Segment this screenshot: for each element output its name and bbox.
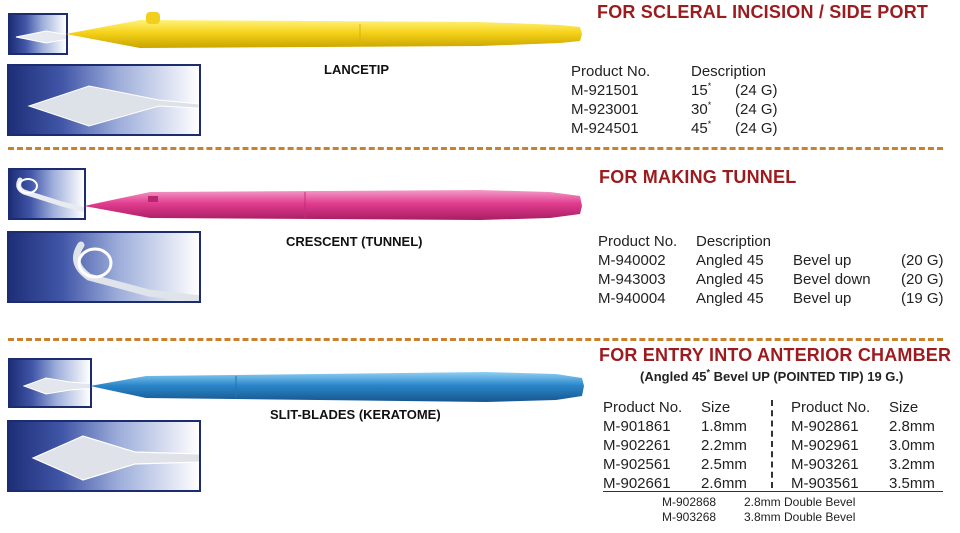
column-header: Description xyxy=(691,63,767,80)
table-header xyxy=(791,398,949,417)
table-row xyxy=(571,100,795,119)
size-value: 2.8mm xyxy=(889,418,935,435)
section-divider xyxy=(8,147,943,150)
column-header: Product No. xyxy=(603,399,683,416)
table-header xyxy=(603,398,761,417)
bevel-value: Bevel up xyxy=(793,290,852,307)
table-row xyxy=(662,494,855,509)
table-row xyxy=(598,251,951,270)
double-bevel-table xyxy=(662,494,855,524)
lancetip-thumbnail-small xyxy=(8,13,68,55)
section2-table xyxy=(598,232,951,308)
product-number: M-902868 xyxy=(662,494,717,509)
table-row xyxy=(571,81,795,100)
description-value: 2.8mm Double Bevel xyxy=(744,494,856,509)
size-value: 1.8mm xyxy=(701,418,747,435)
lancetip-blade-detail-icon xyxy=(9,66,201,136)
table-header xyxy=(571,62,795,81)
column-header: Product No. xyxy=(571,63,651,80)
slit-thumbnail-large xyxy=(7,420,201,492)
table-row xyxy=(603,417,761,436)
gauge-value: (20 G) xyxy=(901,271,944,288)
lancetip-handle xyxy=(60,10,590,60)
section3-table-right xyxy=(791,398,949,493)
section2-heading: FOR MAKING TUNNEL xyxy=(599,167,797,187)
column-header: Product No. xyxy=(791,399,871,416)
slit-thumbnail-small xyxy=(8,358,92,408)
size-value: 2.5mm xyxy=(701,456,747,473)
gauge-value: (24 G) xyxy=(735,82,778,99)
size-value: 2.6mm xyxy=(701,475,747,492)
product-number: M-943003 xyxy=(598,271,666,288)
gauge-value: (19 G) xyxy=(901,290,944,307)
table-row xyxy=(791,436,949,455)
table-row xyxy=(603,455,761,474)
column-divider xyxy=(771,400,773,488)
gauge-value: (20 G) xyxy=(901,252,944,269)
table-row xyxy=(791,417,949,436)
angle-value: Angled 45 xyxy=(696,290,764,307)
table-row xyxy=(662,509,855,524)
angle-value: Angled 45 xyxy=(696,271,764,288)
gauge-value: (24 G) xyxy=(735,120,778,137)
product-number: M-940004 xyxy=(598,290,666,307)
crescent-handle xyxy=(80,180,590,224)
slit-label: SLIT-BLADES (KERATOME) xyxy=(270,407,441,422)
angle-value: 15* xyxy=(691,81,712,99)
gauge-value: (24 G) xyxy=(735,101,778,118)
product-number: M-902661 xyxy=(603,475,671,492)
table-row xyxy=(603,436,761,455)
description-value: 3.8mm Double Bevel xyxy=(744,509,856,524)
product-number: M-924501 xyxy=(571,120,639,137)
crescent-thumbnail-large xyxy=(7,231,201,303)
bevel-value: Bevel down xyxy=(793,271,871,288)
angle-value: 45* xyxy=(691,119,712,137)
table-row xyxy=(571,119,795,138)
product-number: M-902961 xyxy=(791,437,859,454)
product-number: M-901861 xyxy=(603,418,671,435)
size-value: 3.2mm xyxy=(889,456,935,473)
section3-heading: FOR ENTRY INTO ANTERIOR CHAMBER xyxy=(599,345,952,365)
table-bottom-rule xyxy=(603,491,943,492)
table-header xyxy=(598,232,951,251)
section3-subheading: (Angled 45* Bevel UP (POINTED TIP) 19 G.) xyxy=(640,367,904,384)
lancetip-thumbnail-large xyxy=(7,64,201,136)
crescent-label: CRESCENT (TUNNEL) xyxy=(286,234,423,249)
product-number: M-903261 xyxy=(791,456,859,473)
angle-value: 30* xyxy=(691,100,712,118)
product-number: M-940002 xyxy=(598,252,666,269)
product-number: M-902261 xyxy=(603,437,671,454)
angle-value: Angled 45 xyxy=(696,252,764,269)
size-value: 2.2mm xyxy=(701,437,747,454)
table-row xyxy=(791,455,949,474)
crescent-blade-detail-icon xyxy=(9,233,201,303)
product-number: M-903268 xyxy=(662,509,717,524)
section1-table xyxy=(571,62,795,138)
product-number: M-923001 xyxy=(571,101,639,118)
column-header: Size xyxy=(701,399,731,416)
product-number: M-921501 xyxy=(571,82,639,99)
section-divider xyxy=(8,338,943,341)
lancetip-label: LANCETIP xyxy=(324,62,389,77)
product-number: M-903561 xyxy=(791,475,859,492)
slit-blade-detail-icon xyxy=(9,422,201,492)
column-header: Product No. xyxy=(598,233,678,250)
product-number: M-902861 xyxy=(791,418,859,435)
size-value: 3.0mm xyxy=(889,437,935,454)
slit-handle xyxy=(86,366,590,410)
crescent-thumbnail-small xyxy=(8,168,86,220)
column-header: Description xyxy=(696,233,772,250)
bevel-value: Bevel up xyxy=(793,252,852,269)
size-value: 3.5mm xyxy=(889,475,935,492)
section1-heading: FOR SCLERAL INCISION / SIDE PORT xyxy=(597,2,929,22)
product-number: M-902561 xyxy=(603,456,671,473)
column-header: Size xyxy=(889,399,919,416)
table-row xyxy=(598,270,951,289)
table-row xyxy=(598,289,951,308)
slit-blade-icon xyxy=(10,360,92,408)
section3-table-left xyxy=(603,398,761,493)
crescent-blade-icon xyxy=(10,170,86,220)
